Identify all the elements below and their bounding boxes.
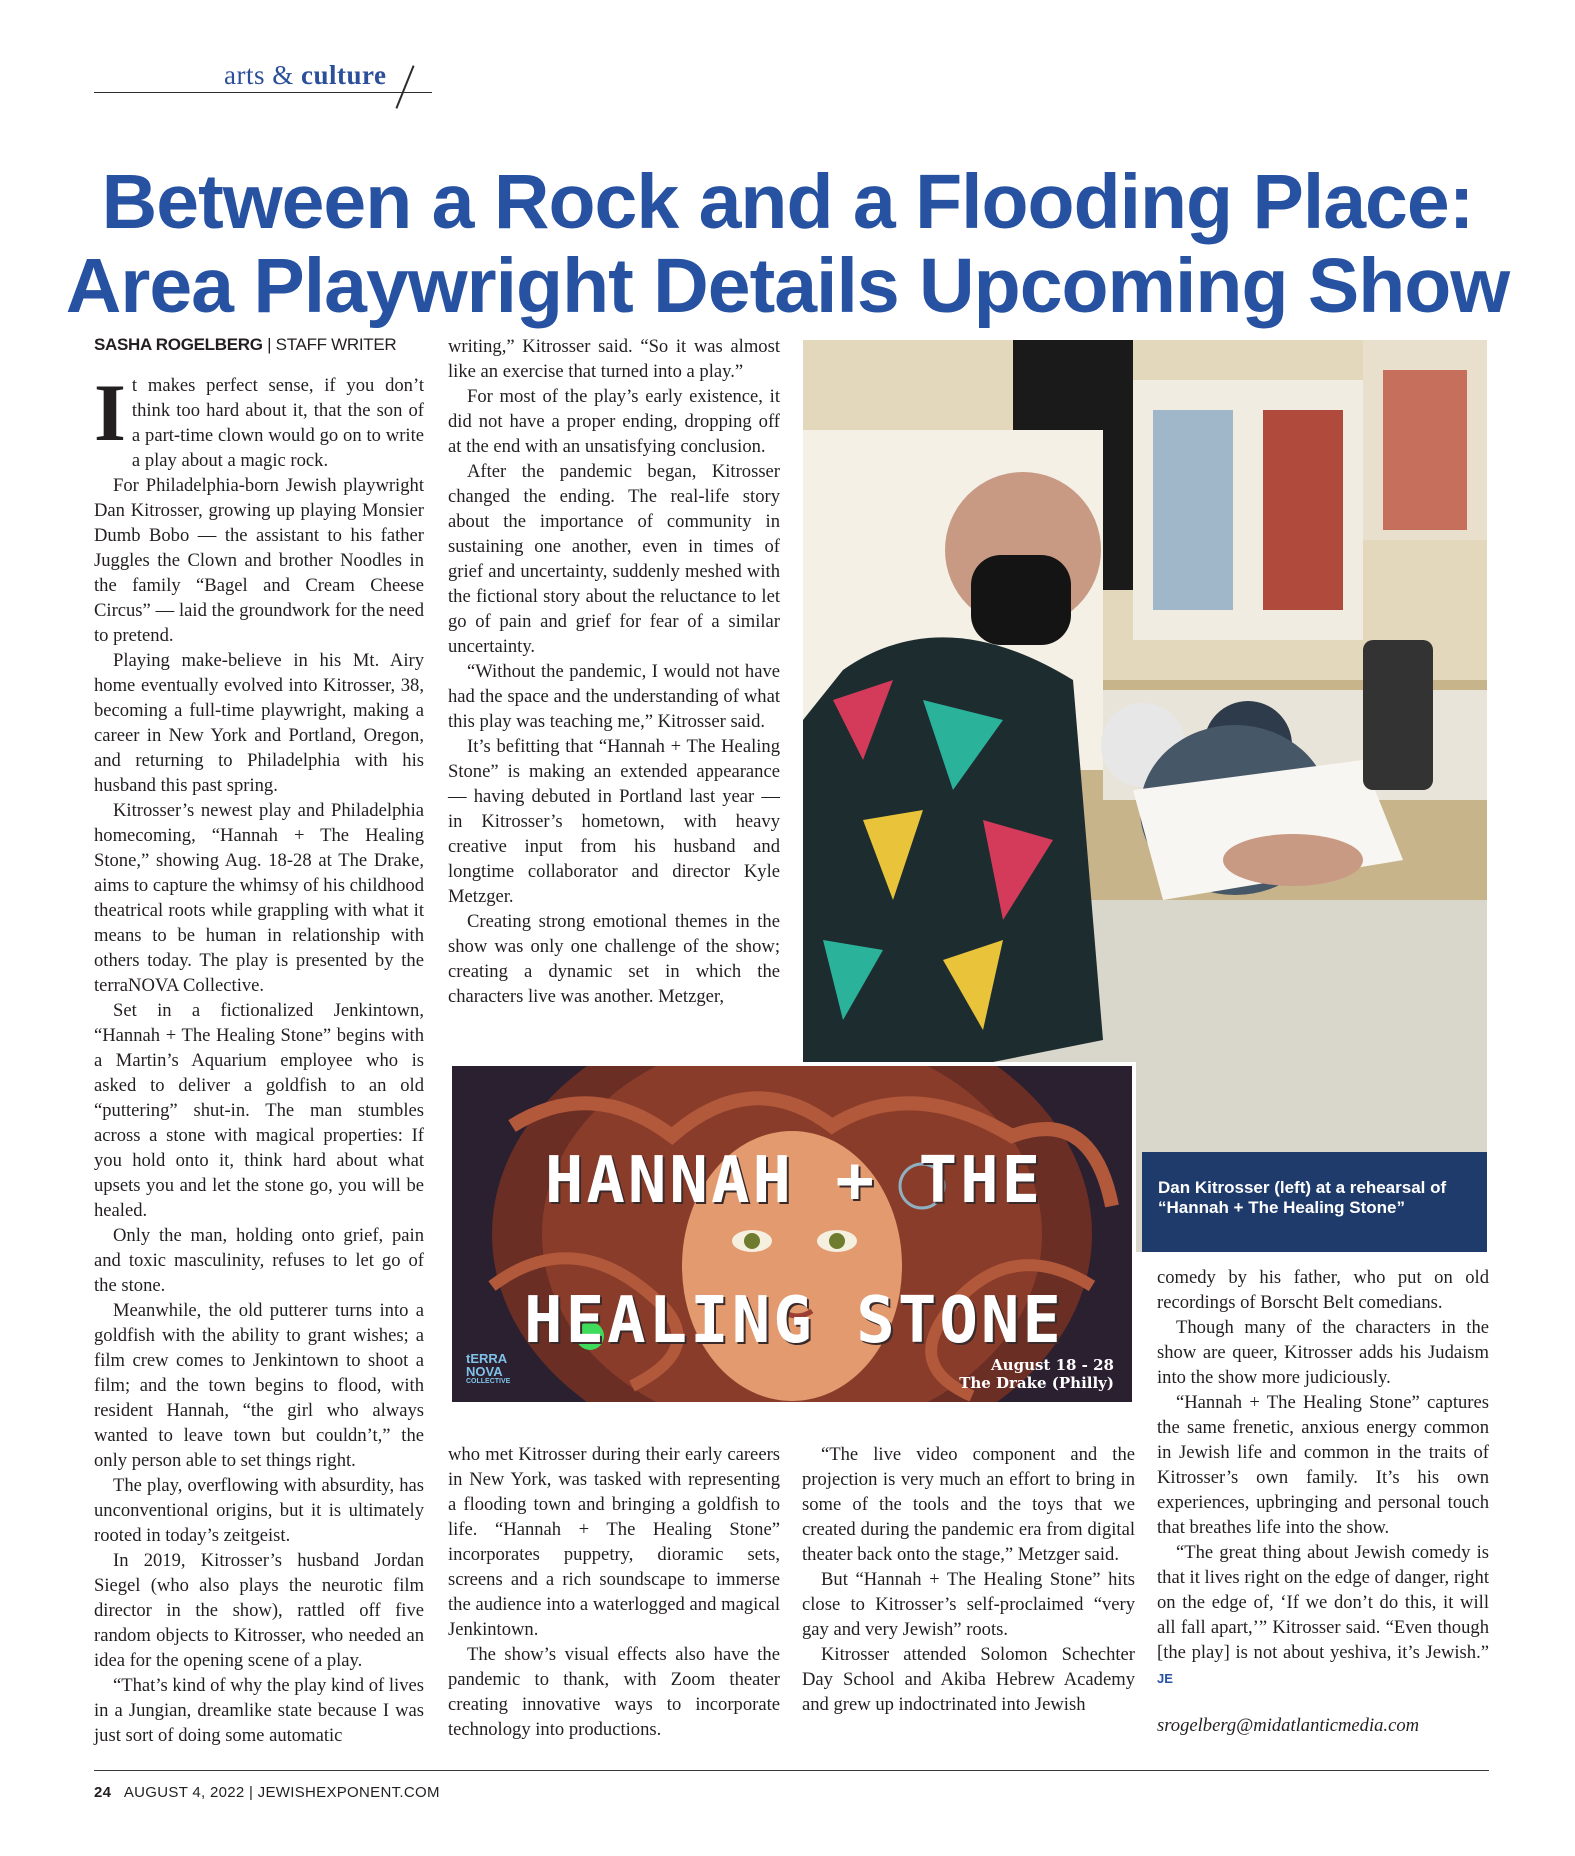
publication-site: JEWISHEXPONENT.COM	[257, 1784, 440, 1801]
article-column-3	[802, 1442, 1135, 1717]
terranova-logo-line-1: tERRA	[466, 1351, 508, 1366]
terranova-logo-line-2: NOVA	[466, 1364, 503, 1379]
photo-caption-text: Dan Kitrosser (left) at a rehearsal of “Hannah + The Healing Stone”	[1158, 1178, 1447, 1217]
section-rule	[94, 92, 432, 93]
article-paragraph: Kitrosser attended Solomon Schechter Day School and Akiba Hebrew Academy and grew up indoctrinated into Jewish	[802, 1644, 1135, 1715]
photo-caption	[1142, 1152, 1487, 1252]
article-paragraph: After the pandemic began, Kitrosser changed the ending. The real-life story about the importance of community in sustaining one another, even in times of grief and uncertainty, suddenly meshed with the fictional story about the reluctance to let go of pain and grief for fear of a similar uncertainty.	[448, 461, 780, 657]
headline-line-2: Area Playwright Details Upcoming Show	[65, 243, 1510, 329]
article-paragraph: For most of the play’s early existence, it did not have a proper ending, dropping off at the end with an unsatisfying conclusion.	[448, 386, 780, 457]
article-paragraph: “Hannah + The Healing Stone” captures the same frenetic, anxious energy common in Jewish life and common in the traits of Kitrosser’s own family. It’s his own experiences, upbringing and personal touch that breathes life into the show.	[1157, 1392, 1489, 1538]
poster-dates	[959, 1356, 1114, 1392]
article-paragraph: The play, overflowing with absurdity, has unconventional origins, but it is ultimately rooted in today’s zeitgeist.	[94, 1475, 424, 1546]
section-tag	[94, 56, 434, 116]
author-email: srogelberg@midatlanticmedia.com	[1157, 1715, 1420, 1736]
article-column-1	[94, 333, 424, 1748]
article-paragraph: “That’s kind of why the play kind of lives in a Jungian, dreamlike state because I was just sort of doing some automatic	[94, 1675, 424, 1746]
byline-author: SASHA ROGELBERG	[94, 335, 263, 354]
byline-separator: |	[267, 335, 272, 354]
section-name: culture	[301, 60, 387, 90]
poster-title-line-2: HEALING STONE	[524, 1284, 1064, 1358]
terranova-logo-line-3: COLLECTIVE	[466, 1378, 511, 1385]
article-column-4	[1157, 1265, 1489, 1738]
article-paragraph: The show’s visual effects also have the pandemic to thank, with Zoom theater creating innovative ways to incorporate technology into productions.	[448, 1644, 780, 1740]
article-paragraph	[1157, 1540, 1489, 1691]
footer-separator: |	[249, 1784, 254, 1801]
drop-cap: I	[94, 367, 126, 458]
poster-date-range: August 18 - 28	[991, 1356, 1114, 1374]
article-paragraph: comedy by his father, who put on old recordings of Borscht Belt comedians.	[1157, 1267, 1489, 1313]
show-poster	[448, 1062, 1136, 1406]
article-paragraph: Creating strong emotional themes in the show was only one challenge of the show; creating a dynamic set in which the characters live was another. Metzger,	[448, 911, 780, 1007]
footer-rule	[94, 1770, 1489, 1771]
article-paragraph: Set in a fictionalized Jenkintown, “Hannah + The Healing Stone” begins with a Martin’s Aquarium employee who is asked to deliver a goldfish to an old “puttering” shut-in. The man stumbles across a stone with magical properties: If you hold onto it, think hard about what upsets you and let the stone go, you will be healed.	[94, 1000, 424, 1221]
article-paragraph: But “Hannah + The Healing Stone” hits close to Kitrosser’s self-proclaimed “very gay and very Jewish” roots.	[802, 1569, 1135, 1640]
article-paragraph: “Without the pandemic, I would not have had the space and the understanding of what this play was teaching me,” Kitrosser said.	[448, 661, 780, 732]
headline	[60, 160, 1515, 328]
article-paragraph: Playing make-believe in his Mt. Airy home eventually evolved into Kitrosser, 38, becoming a full-time playwright, making a career in New York and Portland, Oregon, and returning to Philadelphia with his husband this past spring.	[94, 650, 424, 796]
article-paragraph: In 2019, Kitrosser’s husband Jordan Siegel (who also plays the neurotic film director in the show), rattled off five random objects to Kitrosser, who needed an idea for the opening scene of a play.	[94, 1550, 424, 1671]
page-number: 24	[94, 1784, 112, 1801]
article-paragraph: Meanwhile, the old putterer turns into a goldfish with the ability to grant wishes; a film crew comes to Jenkintown to shoot a film; and the town begins to flood, with resident Hannah, “the girl who always wanted to leave town but couldn’t,” the only person able to set things right.	[94, 1300, 424, 1471]
section-prefix: arts &	[224, 60, 294, 90]
article-column-2-top	[448, 334, 780, 1009]
byline	[94, 333, 424, 357]
section-slash	[395, 65, 414, 108]
poster-title-line-1: HANNAH + THE	[544, 1144, 1044, 1218]
section-label	[224, 60, 387, 91]
article-paragraph: It’s befitting that “Hannah + The Healing Stone” is making an extended appearance — having debuted in Portland last year — in Kitrosser’s hometown, with heavy creative input from his husband and longtime collaborator and director Kyle Metzger.	[448, 736, 780, 907]
paragraph-text: “The great thing about Jewish comedy is that it lives right on the edge of danger, right on the edge of, ‘If we don’t do this, it will all fall apart,’” Kitrosser said. “Even though [the play] is not about yeshiva, it’s Jewish.”	[1157, 1542, 1489, 1663]
article-paragraph: writing,” Kitrosser said. “So it was almost like an exercise that turned into a play.”	[448, 336, 780, 382]
poster-venue: The Drake (Philly)	[959, 1374, 1114, 1392]
paragraph-text: t makes perfect sense, if you don’t think too hard about it, that the son of a part-time clown would go on to write a play about a magic rock.	[131, 375, 424, 471]
article-paragraph: Kitrosser’s newest play and Philadelphia homecoming, “Hannah + The Healing Stone,” showing Aug. 18-28 at The Drake, aims to capture the whimsy of his childhood theatrical roots while grappling with what it means to be human in relationship with others today. The play is presented by the terraNOVA Collective.	[94, 800, 424, 996]
end-mark: JE	[1157, 1671, 1173, 1686]
byline-role: STAFF WRITER	[275, 335, 397, 354]
article-paragraph: “The live video component and the projection is very much an effort to bring in some of the tools and the toys that we created during the pandemic era from digital theater back onto the stage,” Metzger said.	[802, 1444, 1135, 1565]
article-paragraph	[94, 367, 424, 473]
article-paragraph: who met Kitrosser during their early careers in New York, was tasked with representing a flooding town and bringing a goldfish to life. “Hannah + The Healing Stone” incorporates puppetry, dioramic sets, screens and a rich soundscape to immerse the audience into a waterlogged and magical Jenkintown.	[448, 1444, 780, 1640]
issue-date: AUGUST 4, 2022	[123, 1784, 245, 1801]
article-paragraph: Only the man, holding onto grief, pain and toxic masculinity, refuses to let go of the stone.	[94, 1225, 424, 1296]
headline-line-1: Between a Rock and a Flooding Place:	[101, 159, 1474, 245]
page-footer	[94, 1784, 440, 1801]
terranova-logo	[466, 1352, 510, 1386]
article-paragraph: For Philadelphia-born Jewish playwright Dan Kitrosser, growing up playing Monsier Dumb Bobo — the assistant to his father Juggles the Clown and brother Noodles in the family “Bagel and Cream Cheese Circus” — laid the groundwork for the need to pretend.	[94, 475, 424, 646]
article-column-2-bottom	[448, 1442, 780, 1742]
article-paragraph: Though many of the characters in the show are queer, Kitrosser adds his Judaism into the show more judiciously.	[1157, 1317, 1489, 1388]
